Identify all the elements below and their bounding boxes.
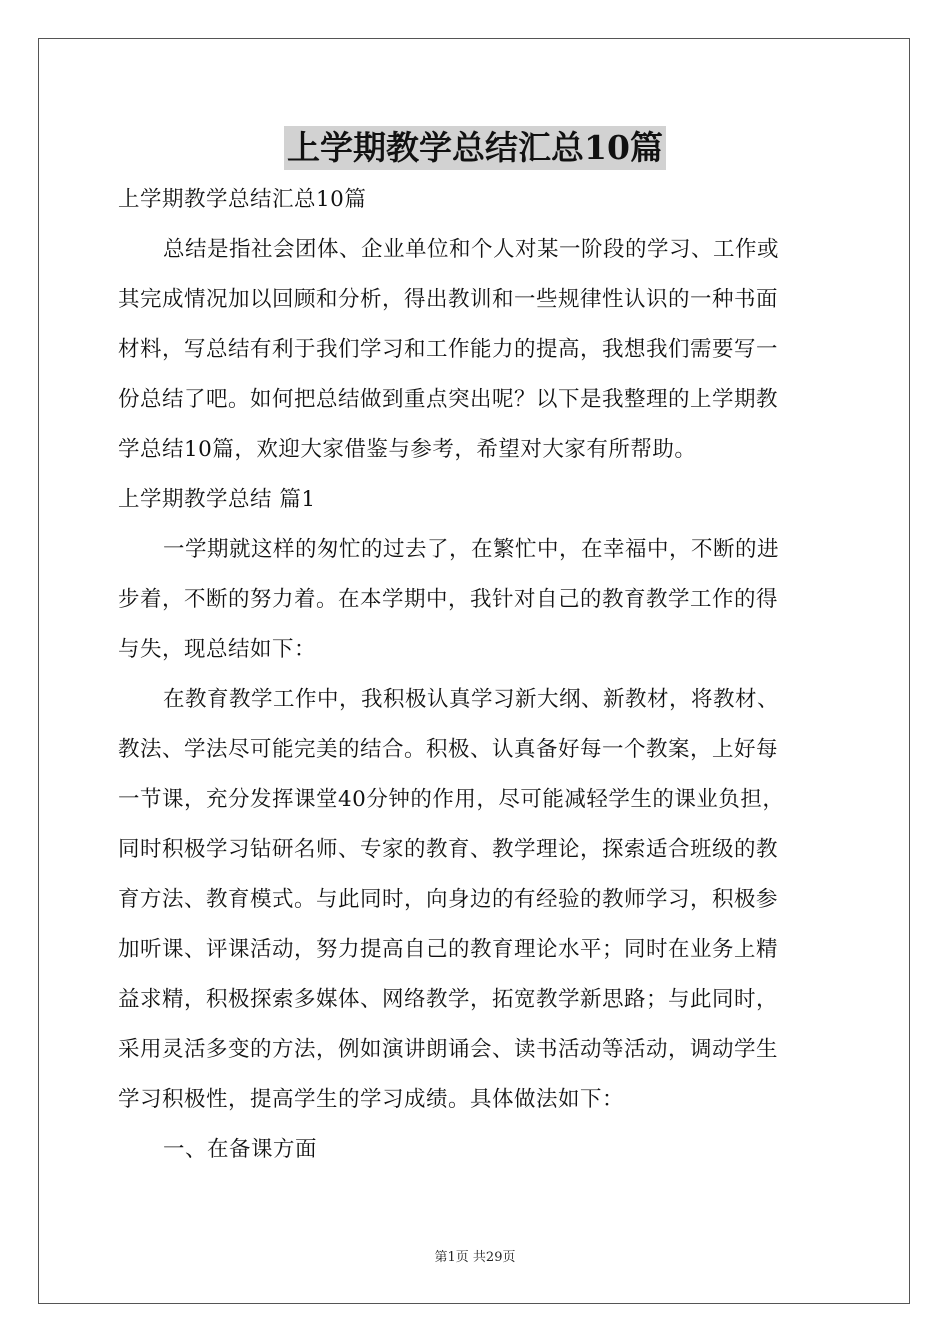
body-line: 份总结了吧。如何把总结做到重点突出呢？以下是我整理的上学期教 — [118, 387, 779, 412]
page-footer: 第1页 共29页 — [434, 1250, 516, 1265]
body-line: 采用灵活多变的方法，例如演讲朗诵会、读书活动等活动，调动学生 — [118, 1037, 779, 1062]
body-line: 在教育教学工作中，我积极认真学习新大纲、新教材，将教材、 — [163, 687, 780, 712]
body-line: 加听课、评课活动，努力提高自己的教育理论水平；同时在业务上精 — [118, 937, 779, 962]
body-line: 益求精，积极探索多媒体、网络教学，拓宽教学新思路；与此同时， — [118, 987, 779, 1012]
body-line: 教法、学法尽可能完美的结合。积极、认真备好每一个教案，上好每 — [118, 737, 779, 762]
body-line: 上学期教学总结汇总10篇 — [118, 187, 367, 212]
body-line: 一节课，充分发挥课堂40分钟的作用，尽可能减轻学生的课业负担， — [118, 787, 785, 812]
body-line: 一学期就这样的匆忙的过去了，在繁忙中，在幸福中，不断的进 — [163, 537, 780, 562]
body-line: 育方法、教育模式。与此同时，向身边的有经验的教师学习，积极参 — [118, 887, 779, 912]
body-line: 步着，不断的努力着。在本学期中，我针对自己的教育教学工作的得 — [118, 587, 779, 612]
body-line: 一、在备课方面 — [163, 1137, 318, 1162]
body-line: 与失，现总结如下： — [118, 637, 317, 662]
body-line: 总结是指社会团体、企业单位和个人对某一阶段的学习、工作或 — [163, 237, 780, 262]
body-line: 其完成情况加以回顾和分析，得出教训和一些规律性认识的一种书面 — [118, 287, 779, 312]
body-line: 上学期教学总结 篇1 — [118, 487, 316, 512]
title-container — [0, 126, 950, 170]
body-line: 材料，写总结有利于我们学习和工作能力的提高，我想我们需要写一 — [118, 337, 779, 362]
document-body — [118, 178, 838, 1178]
body-line: 同时积极学习钻研名师、专家的教育、教学理论，探索适合班级的教 — [118, 837, 779, 862]
body-line: 学习积极性，提高学生的学习成绩。具体做法如下： — [118, 1087, 625, 1112]
document-title: 上学期教学总结汇总10篇 — [284, 126, 666, 170]
body-line: 学总结10篇，欢迎大家借鉴与参考，希望对大家有所帮助。 — [118, 437, 697, 462]
